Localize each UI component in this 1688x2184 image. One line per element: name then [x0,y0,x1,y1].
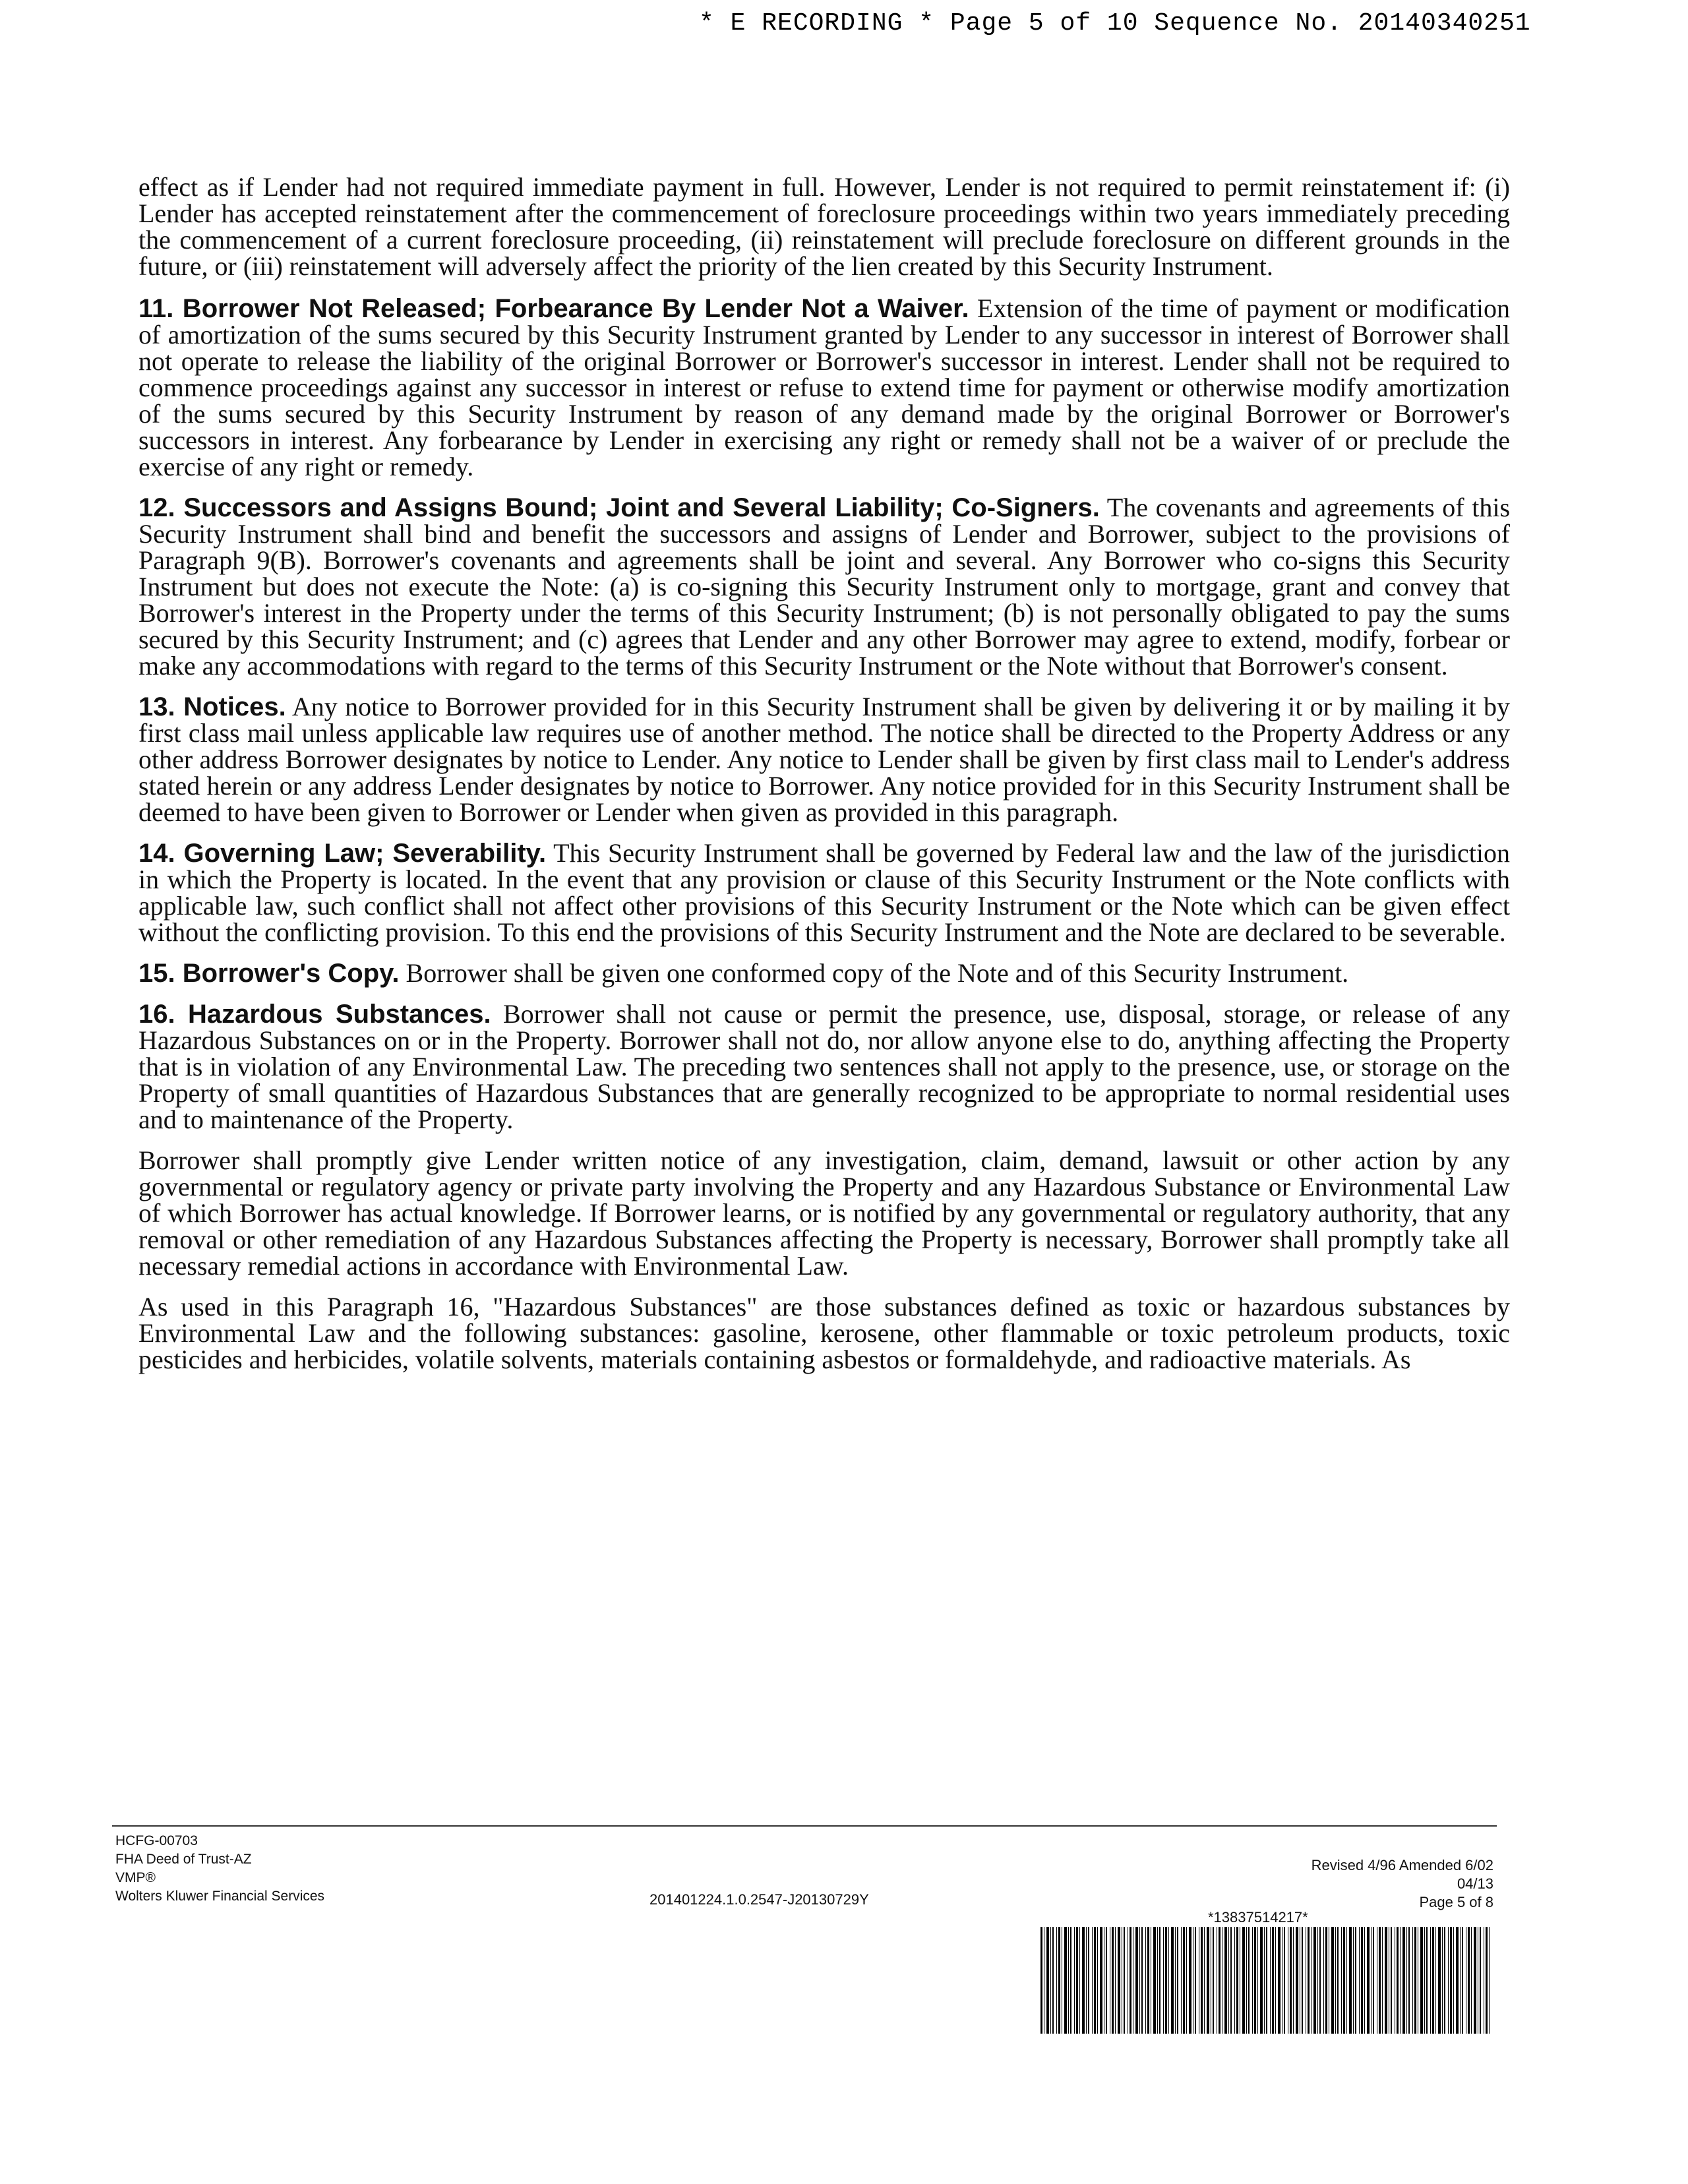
section-11-heading: 11. Borrower Not Released; Forbearance By Lender Not a Waiver. [138,294,969,323]
intro-paragraph: effect as if Lender had not required immediate payment in full. However, Lender is not required to permit reinstatement if: (i) Lender has accepted reinstatement after the commencement of foreclosure proceedings within two years immediately preceding the commencement of a current foreclosure proceeding, (ii) reinstatement will preclude foreclosure on different grounds in the future, or (iii) reinstatement will adversely affect the priority of the lien created by this Security Instrument. [138,172,1510,281]
section-13-heading: 13. Notices. [138,692,286,721]
barcode-number: *13837514217* [1208,1909,1308,1926]
publisher: Wolters Kluwer Financial Services [115,1889,325,1904]
section-13 [138,694,1510,826]
section-16-heading: 16. Hazardous Substances. [138,1000,491,1029]
section-11 [138,295,1510,480]
section-16-paragraph-2: Borrower shall promptly give Lender written notice of any investigation, claim, demand, lawsuit or other action by any governmental or regulatory agency or private party involving the Property and any Hazardous Substance or Environmental Law of which Borrower has actual knowledge. If Borrower learns, or is notified by any governmental or regulatory authority, that any removal or other remediation of any Hazardous Substances affecting the Property is necessary, Borrower shall promptly take all necessary remedial actions in accordance with Environmental Law. [138,1145,1510,1281]
section-14-heading: 14. Governing Law; Severability. [138,839,547,868]
section-16 [138,1001,1510,1133]
form-name: FHA Deed of Trust-AZ [115,1852,252,1867]
section-15 [138,960,1510,986]
section-12 [138,495,1510,679]
section-14-text: This Security Instrument shall be governed by Federal law and the law of the jurisdiction in which the Property is located. In the event that any provision or clause of this Security Instrument or the Note conflicts with applicable law, such conflict shall not affect other provisions of this Security Instrument or the Note which can be given effect without the conflicting provision. To this end the provisions of this Security Instrument and the Note are declared to be severable. [138,838,1511,947]
section-13-text: Any notice to Borrower provided for in this Security Instrument shall be given by delivering it or by mailing it by first class mail unless applicable law requires use of another method. The notice shall be directed to the Property Address or any other address Borrower designates by notice to Lender. Any notice to Lender shall be given by first class mail to Lender's address stated herein or any address Lender designates by notice to Borrower. Any notice provided for in this Security Instrument shall be deemed to have been given to Borrower or Lender when given as provided in this paragraph. [138,692,1511,827]
document-id: 201401224.1.0.2547-J20130729Y [649,1891,869,1908]
section-14 [138,840,1510,946]
section-11-text: Extension of the time of payment or modification of amortization of the sums secured by this Security Instrument granted by Lender to any successor in interest of Borrower shall not operate to release the liability of the original Borrower or Borrower's successor in interest. Lender shall not be required to commence proceedings against any successor in interest or refuse to extend time for payment or otherwise modify amortization of the sums secured by this Security Instrument by reason of any demand made by the original Borrower or Borrower's successors in interest. Any forbearance by Lender in exercising any right or remedy shall not be a waiver of or preclude the exercise of any right or remedy. [138,293,1510,481]
document-body [138,174,1510,1387]
recording-header: * E RECORDING * Page 5 of 10 Sequence No. 20140340251 [699,9,1531,38]
section-12-text: The covenants and agreements of this Security Instrument shall bind and benefit the successors and assigns of Lender and Borrower, subject to the provisions of Paragraph 9(B). Borrower's covenants and agreements shall be joint and several. Any Borrower who co-signs this Security Instrument but does not execute the Note: (a) is co-signing this Security Instrument only to mortgage, grant and convey that Borrower's interest in the Property under the terms of this Security Instrument; (b) is not personally obligated to pay the sums secured by this Security Instrument; and (c) agrees that Lender and any other Borrower may agree to extend, modify, forbear or make any accommodations with regard to the terms of this Security Instrument or the Note without that Borrower's consent. [138,493,1511,681]
section-12-heading: 12. Successors and Assigns Bound; Joint and Several Liability; Co-Signers. [138,493,1100,522]
section-16-text: Borrower shall not cause or permit the presence, use, disposal, storage, or release of any Hazardous Substances on or in the Property. Borrower shall not do, nor allow anyone else to do, anything affecting the Property that is in violation of any Environmental Law. The preceding two sentences shall not apply to the presence, use, or storage on the Property of small quantities of Hazardous Substances that are generally recognized to be appropriate to normal residential uses and to maintenance of the Property. [138,999,1511,1134]
form-code: HCFG-00703 [115,1833,198,1848]
section-15-text: Borrower shall be given one conformed copy of the Note and of this Security Instrument. [406,958,1349,988]
section-15-heading: 15. Borrower's Copy. [138,959,400,988]
section-16-paragraph-3: As used in this Paragraph 16, "Hazardous Substances" are those substances defined as toxic or hazardous substances by Environmental Law and the following substances: gasoline, kerosene, other flammable or toxic petroleum products, toxic pesticides and herbicides, volatile solvents, materials containing asbestos or formaldehyde, and radioactive materials. As [138,1292,1510,1374]
footer-divider [112,1825,1497,1827]
form-date: 04/13 [1457,1875,1493,1892]
footer-revision-info [1311,1856,1493,1912]
vmp-mark: VMP® [115,1870,156,1885]
footer-form-info [115,1832,324,1906]
revised-note: Revised 4/96 Amended 6/02 [1311,1857,1493,1873]
barcode-image [1040,1927,1492,2034]
form-page-number: Page 5 of 8 [1419,1894,1493,1910]
